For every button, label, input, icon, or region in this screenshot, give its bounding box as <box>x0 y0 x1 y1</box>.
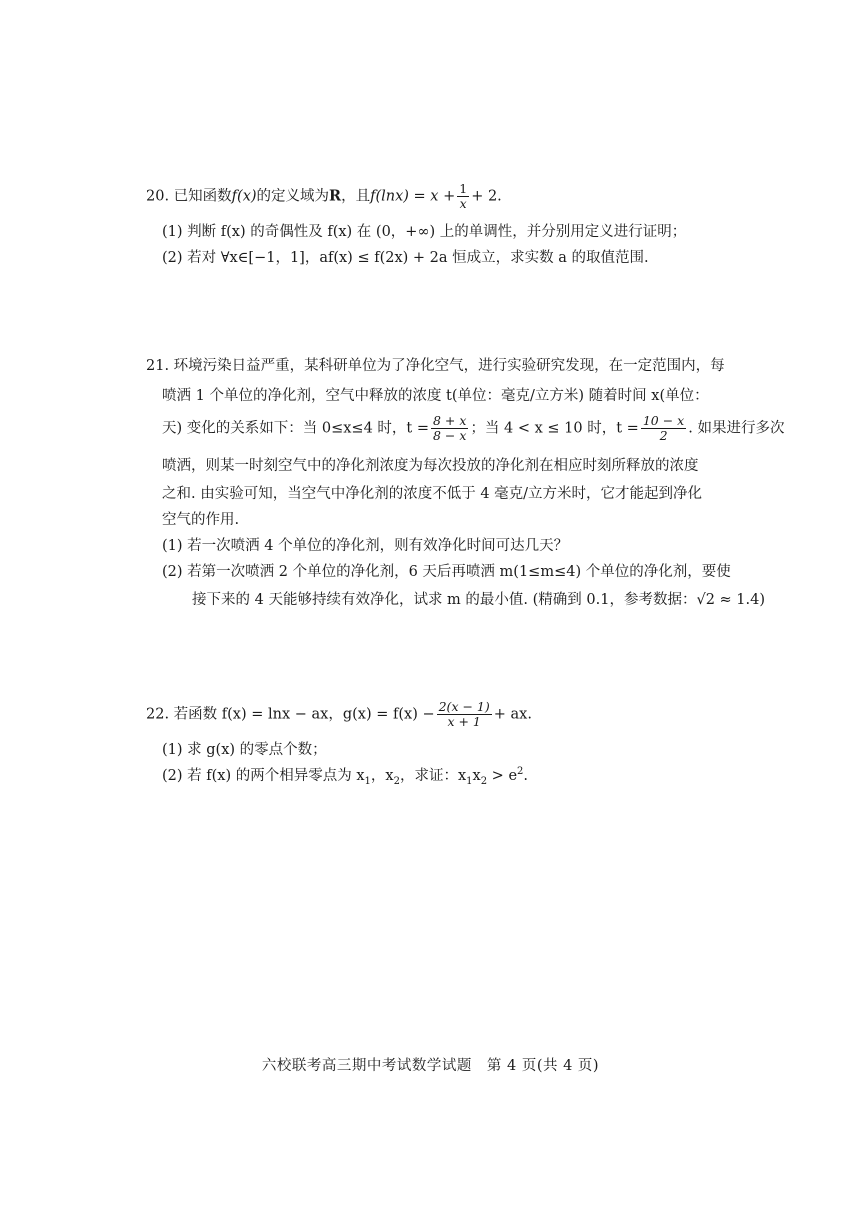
q21-part-2a: (2) 若第一次喷洒 2 个单位的净化剂，6 天后再喷洒 m(1≤m≤4) 个单位的净化剂，要使 <box>162 564 731 580</box>
q21-line-1: 21. 环境污染日益严重，某科研单位为了净化空气，进行实验研究发现，在一定范围内，每 <box>146 358 725 374</box>
q21-line-5: 之和. 由实验可知，当空气中净化剂的浓度不低于 4 毫克/立方米时，它才能起到净化 <box>162 486 703 502</box>
q22-p2-e: > e <box>487 768 518 784</box>
q22-p2-c: ，求证：x <box>399 768 467 784</box>
q22-frac-den: x + 1 <box>447 714 481 729</box>
q20-stem-f: f(lnx) = x + <box>370 188 456 205</box>
q21-part-2b: 接下来的 4 天能够持续有效净化，试求 m 的最小值. (精确到 0.1，参考数据：√2 ≈ 1.4) <box>192 592 766 608</box>
q22-p2-b: ，x <box>370 768 394 784</box>
q20-stem-c: 的定义域为 <box>256 188 330 205</box>
q21-fraction-1 <box>431 414 468 443</box>
q20-part-2: (2) 若对 ∀x∈[−1，1]，af(x) ≤ f(2x) + 2a 恒成立，求实数 a 的取值范围. <box>162 250 649 266</box>
q21-line-3a: 天) 变化的关系如下：当 0≤x≤4 时，t = <box>162 420 429 437</box>
q21-line-4: 喷洒，则某一时刻空气中的净化剂浓度为每次投放的净化剂在相应时刻所释放的浓度 <box>162 458 699 474</box>
q21-part-1: (1) 若一次喷洒 4 个单位的净化剂，则有效净化时间可达几天？ <box>162 538 569 554</box>
q22-part-1: (1) 求 g(x) 的零点个数； <box>162 742 327 758</box>
q20-stem-a: 20. 已知函数 <box>146 188 232 205</box>
q22-fraction <box>437 700 492 729</box>
q22-stem <box>146 700 532 729</box>
q22-p2-f: . <box>523 768 529 784</box>
q22-sub-3: 1 <box>466 775 473 787</box>
q22-p2-d: x <box>472 768 481 784</box>
q22-part-2 <box>162 766 528 786</box>
q20-stem-b: f(x) <box>231 188 257 205</box>
q20-stem-g: + 2. <box>471 188 502 205</box>
page-footer: 六校联考高三期中考试数学试题 第 4 页(共 4 页) <box>261 1058 600 1074</box>
q22-p2-a: (2) 若 f(x) 的两个相异零点为 x <box>162 768 365 784</box>
q21-line-6: 空气的作用. <box>162 512 240 528</box>
q20-stem-d: R <box>329 187 342 205</box>
q21-frac1-den: 8 − x <box>433 428 467 443</box>
q20-part-1: (1) 判断 f(x) 的奇偶性及 f(x) 在 (0，+∞) 上的单调性，并分别用定义进行证明； <box>162 224 687 240</box>
q21-frac1-num: 8 + x <box>433 413 467 428</box>
q22-sub-4: 2 <box>480 775 488 787</box>
q21-line-3c: . 如果进行多次 <box>688 420 785 437</box>
q20-stem-e: ，且 <box>341 188 371 205</box>
q20-fraction <box>457 182 469 211</box>
q20-frac-num: 1 <box>459 181 468 196</box>
q22-frac-num: 2(x − 1) <box>438 699 490 714</box>
q20-frac-den: x <box>459 196 467 211</box>
q22-stem-a: 22. 若函数 f(x) = lnx − ax，g(x) = f(x) − <box>146 706 435 723</box>
q22-sub-1: 1 <box>364 775 371 787</box>
q21-line-3 <box>162 414 784 443</box>
q21-line-2: 喷洒 1 个单位的净化剂，空气中释放的浓度 t(单位：毫克/立方米) 随着时间 x(单位： <box>162 388 709 404</box>
q21-line-3b: ；当 4 < x ≤ 10 时，t = <box>470 420 639 437</box>
q21-frac2-num: 10 − x <box>642 413 685 428</box>
q22-sub-2: 2 <box>393 775 400 787</box>
q21-fraction-2 <box>641 414 686 443</box>
q21-frac2-den: 2 <box>659 428 668 443</box>
q22-sup-1: 2 <box>517 766 524 778</box>
q22-stem-b: + ax. <box>493 706 532 723</box>
q20-stem <box>146 182 502 211</box>
